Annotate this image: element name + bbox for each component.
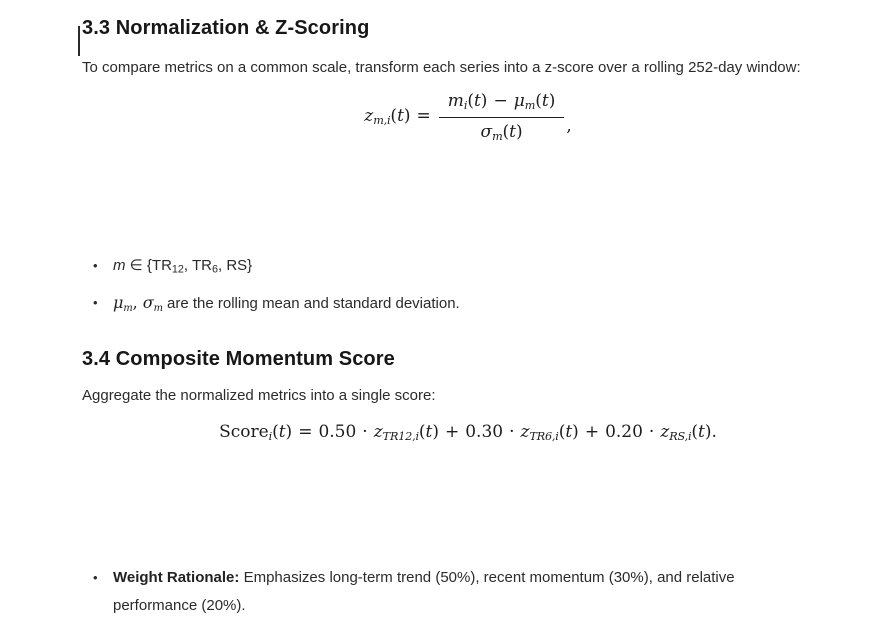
bullet-item-weight-rationale xyxy=(82,564,854,620)
bullet-marker: • xyxy=(93,570,98,586)
composite-score-display-formula xyxy=(82,420,854,444)
text-cursor-caret xyxy=(78,26,80,56)
zscore-formula-fraction xyxy=(439,91,565,142)
zscore-formula-lhs: zm,i(t) = xyxy=(364,106,431,128)
weight-rationale-bold-label: Weight Rationale: xyxy=(113,569,240,587)
bullet-item-metric-set xyxy=(82,256,854,279)
bullet-text-metric-set: m ∈ {TR12, TR6, RS} xyxy=(113,257,253,276)
section-3-3-heading: 3.3 Normalization & Z-Scoring xyxy=(82,17,370,39)
zscore-formula-trailing-comma: , xyxy=(566,116,572,136)
bullet-text-rolling-stats: μm, σm are the rolling mean and standard deviation. xyxy=(113,293,460,315)
bullet-marker: • xyxy=(93,258,98,273)
bullet-marker: • xyxy=(93,295,98,311)
section-3-4-bullet-list xyxy=(82,564,854,620)
section-3-3-intro-paragraph: To compare metrics on a common scale, transform each series into a z-score over a rolling 252-day window: xyxy=(82,59,801,76)
document-editor-surface[interactable] xyxy=(0,16,884,632)
weight-rationale-description: Emphasizes long-term trend (50%), recent momentum (30%), and relative performance (20%). xyxy=(113,569,735,615)
zscore-display-formula xyxy=(82,86,854,148)
bullet-item-rolling-stats xyxy=(82,293,854,319)
zscore-formula-numerator: mi(t) − μm(t) xyxy=(447,91,556,113)
section-3-3-bullet-list xyxy=(82,256,854,319)
section-3-4-heading: 3.4 Composite Momentum Score xyxy=(82,348,395,371)
composite-score-formula-body: Scorei(t) = 0.50 · zTR12,i(t) + 0.30 · zTR6,i(t) + 0.20 · zRS,i(t). xyxy=(219,421,717,443)
bullet-text-weight-rationale xyxy=(113,564,793,620)
section-3-4-intro-paragraph: Aggregate the normalized metrics into a single score: xyxy=(82,387,436,405)
zscore-formula-denominator: σm(t) xyxy=(439,117,565,143)
